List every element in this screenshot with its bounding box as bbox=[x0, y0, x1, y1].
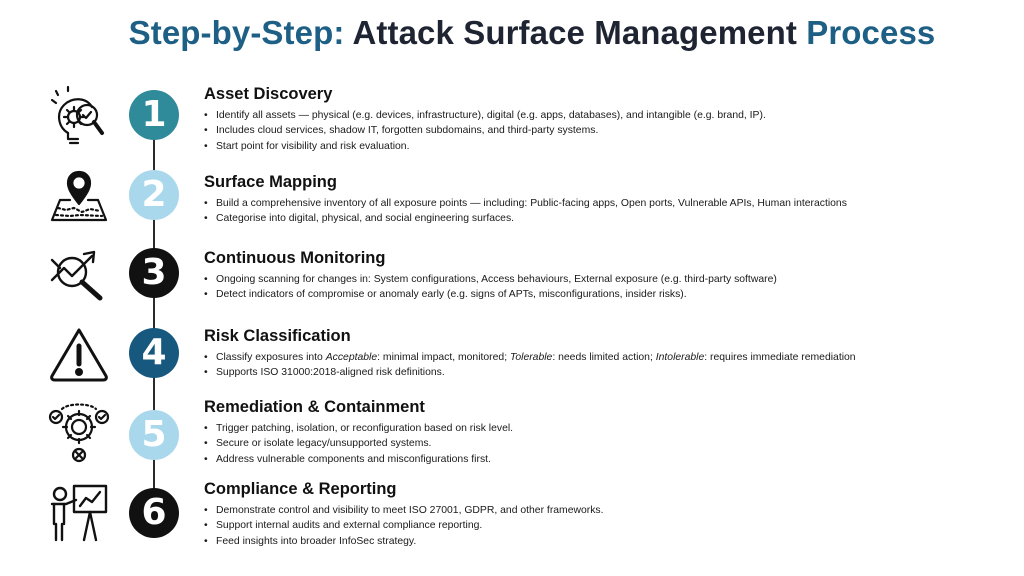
step-badge: 4 bbox=[129, 328, 179, 378]
step-bullet: • Categorise into digital, physical, and social engineering surfaces. bbox=[216, 211, 994, 226]
page-title bbox=[0, 14, 1024, 52]
title-part-3: Process bbox=[806, 14, 936, 51]
step-bullet: • Support internal audits and external compliance reporting. bbox=[216, 518, 994, 533]
step-title: Asset Discovery bbox=[204, 85, 333, 103]
step-bullet: • Trigger patching, isolation, or reconfiguration based on risk level. bbox=[216, 421, 994, 436]
title-part-2: Attack Surface Management bbox=[352, 14, 797, 51]
step-bullet: • Start point for visibility and risk evaluation. bbox=[216, 139, 994, 154]
step-bullet: • Feed insights into broader InfoSec strategy. bbox=[216, 534, 994, 549]
step-badge: 5 bbox=[129, 410, 179, 460]
step-title: Surface Mapping bbox=[204, 173, 337, 191]
warning-triangle-icon bbox=[46, 322, 112, 388]
step-badge: 6 bbox=[129, 488, 179, 538]
step-bullet: • Ongoing scanning for changes in: System configurations, Access behaviours, External exposure (e.g. third-party software) bbox=[216, 272, 994, 287]
gear-checks-icon bbox=[46, 399, 112, 465]
step-title: Compliance & Reporting bbox=[204, 480, 397, 498]
step-title: Risk Classification bbox=[204, 327, 351, 345]
step-badge: 2 bbox=[129, 170, 179, 220]
step-title: Continuous Monitoring bbox=[204, 249, 386, 267]
step-bullet: • Detect indicators of compromise or anomaly early (e.g. signs of APTs, misconfigurations, insider risks). bbox=[216, 287, 994, 302]
step-title: Remediation & Containment bbox=[204, 398, 425, 416]
title-part-1: Step-by-Step: bbox=[128, 14, 345, 51]
trend-magnifier-icon bbox=[46, 242, 112, 308]
presentation-board-icon bbox=[46, 480, 112, 546]
step-badge: 3 bbox=[129, 248, 179, 298]
step-bullet: • Demonstrate control and visibility to meet ISO 27001, GDPR, and other frameworks. bbox=[216, 503, 994, 518]
step-bullet: • Build a comprehensive inventory of all exposure points — including: Public-facing apps, Open ports, Vulnerable APIs, Human interactions bbox=[216, 196, 994, 211]
gear-bulb-magnifier-icon bbox=[46, 85, 112, 151]
step-bullet: • Includes cloud services, shadow IT, forgotten subdomains, and third-party systems. bbox=[216, 123, 994, 138]
step-bullet: • Secure or isolate legacy/unsupported systems. bbox=[216, 436, 994, 451]
step-badge: 1 bbox=[129, 90, 179, 140]
step-bullet: • Identify all assets — physical (e.g. devices, infrastructure), digital (e.g. apps, databases), and intangible (e.g. brand, IP). bbox=[216, 108, 994, 123]
map-pin-icon bbox=[46, 164, 112, 230]
step-bullet: • Supports ISO 31000:2018-aligned risk definitions. bbox=[216, 365, 994, 380]
step-bullet: • Address vulnerable components and misconfigurations first. bbox=[216, 452, 994, 467]
step-bullet: • Classify exposures into Acceptable: minimal impact, monitored; Tolerable: needs limited action; Intolerable: requires immediate remediation bbox=[216, 350, 994, 365]
